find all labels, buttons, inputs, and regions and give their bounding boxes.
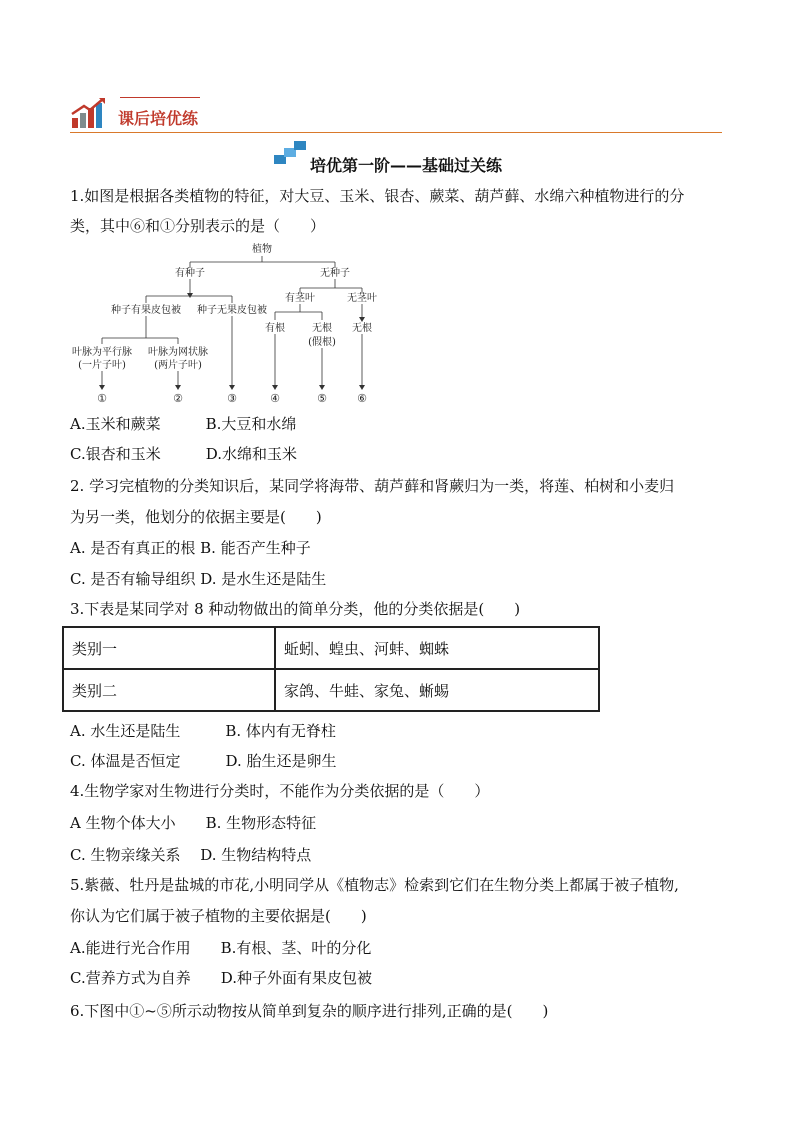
q1-stem-line1: 1.如图是根据各类植物的特征，对大豆、玉米、银杏、蕨菜、葫芦藓、水绵六种植物进行的分 bbox=[70, 187, 685, 205]
tree-has-root: 有根 bbox=[265, 323, 285, 334]
tree-parallel: 叶脉为平行脉 bbox=[72, 347, 132, 358]
tree-false-root: (假根) bbox=[308, 337, 336, 348]
q3-classification-table bbox=[62, 626, 600, 712]
q5-options-cd: C.营养方式为自养 D.种子外面有果皮包被 bbox=[70, 969, 372, 987]
tree-leaf-2: ② bbox=[173, 392, 183, 405]
q4-stem: 4.生物学家对生物进行分类时，不能作为分类依据的是（ ） bbox=[70, 782, 490, 800]
tree-root: 植物 bbox=[252, 244, 272, 255]
table-cell-label: 类别二 bbox=[63, 669, 275, 711]
q3-options-ab: A. 水生还是陆生 B. 体内有无脊柱 bbox=[70, 722, 336, 740]
tree-leaf-3: ③ bbox=[227, 392, 237, 405]
q2-options-ab: A. 是否有真正的根 B. 能否产生种子 bbox=[70, 539, 311, 557]
q5-options-ab: A.能进行光合作用 B.有根、茎、叶的分化 bbox=[70, 939, 372, 957]
tree-covered: 种子有果皮包被 bbox=[111, 305, 181, 316]
q5-stem-line1: 5.紫薇、牡丹是盐城的市花,小明同学从《植物志》检索到它们在生物分类上都属于被子植物, bbox=[70, 876, 679, 894]
q3-options-cd: C. 体温是否恒定 D. 胎生还是卵生 bbox=[70, 752, 337, 770]
q2-options-cd: C. 是否有输导组织 D. 是水生还是陆生 bbox=[70, 570, 327, 588]
table-row bbox=[63, 669, 599, 711]
q4-options-ab: A 生物个体大小 B. 生物形态特征 bbox=[70, 814, 317, 832]
tree-net-sub: (两片子叶) bbox=[154, 360, 202, 371]
tree-leaf-6: ⑥ bbox=[357, 392, 367, 405]
tree-no-stem-leaf: 无茎叶 bbox=[347, 293, 377, 304]
tree-no-root-2: 无根 bbox=[352, 323, 372, 334]
tree-seed: 有种子 bbox=[175, 268, 205, 279]
table-cell-value: 蚯蚓、蝗虫、河蚌、蜘蛛 bbox=[275, 627, 599, 669]
table-row bbox=[63, 627, 599, 669]
tree-leaf-5: ⑤ bbox=[317, 392, 327, 405]
tree-net: 叶脉为网状脉 bbox=[148, 347, 208, 358]
table-cell-value: 家鸽、牛蛙、家兔、蜥蜴 bbox=[275, 669, 599, 711]
q2-stem-line1: 2. 学习完植物的分类知识后，某同学将海带、葫芦藓和肾蕨归为一类，将莲、柏树和小麦归 bbox=[70, 477, 675, 495]
q2-stem-line2: 为另一类，他划分的依据主要是( ) bbox=[70, 508, 322, 526]
header-rule bbox=[70, 132, 722, 133]
header-accent-line bbox=[120, 97, 200, 98]
tree-parallel-sub: (一片子叶) bbox=[78, 360, 126, 371]
plant-classification-tree bbox=[60, 238, 400, 408]
table-cell-label: 类别一 bbox=[63, 627, 275, 669]
section-title: 培优第一阶——基础过关练 bbox=[310, 156, 503, 175]
section-icon bbox=[274, 141, 308, 165]
tree-no-root: 无根 bbox=[312, 323, 332, 334]
tree-stem-leaf: 有茎叶 bbox=[285, 293, 315, 304]
header-logo-icon bbox=[70, 96, 108, 130]
tree-noseed: 无种子 bbox=[320, 268, 350, 279]
q6-stem: 6.下图中①~⑤所示动物按从简单到复杂的顺序进行排列,正确的是( ) bbox=[70, 1002, 549, 1020]
q1-options-cd: C.银杏和玉米 D.水绵和玉米 bbox=[70, 445, 297, 463]
tree-naked: 种子无果皮包被 bbox=[197, 305, 267, 316]
q1-stem-line2: 类，其中⑥和①分别表示的是（ ） bbox=[70, 217, 326, 235]
q5-stem-line2: 你认为它们属于被子植物的主要依据是( ) bbox=[70, 907, 367, 925]
tree-leaf-4: ④ bbox=[270, 392, 280, 405]
tree-leaf-1: ① bbox=[97, 392, 107, 405]
q3-stem: 3.下表是某同学对 8 种动物做出的简单分类，他的分类依据是( ) bbox=[70, 600, 521, 618]
q4-options-cd: C. 生物亲缘关系 D. 生物结构特点 bbox=[70, 846, 312, 864]
q1-options-ab: A.玉米和蕨菜 B.大豆和水绵 bbox=[70, 415, 297, 433]
header-title: 课后培优练 bbox=[118, 109, 199, 128]
